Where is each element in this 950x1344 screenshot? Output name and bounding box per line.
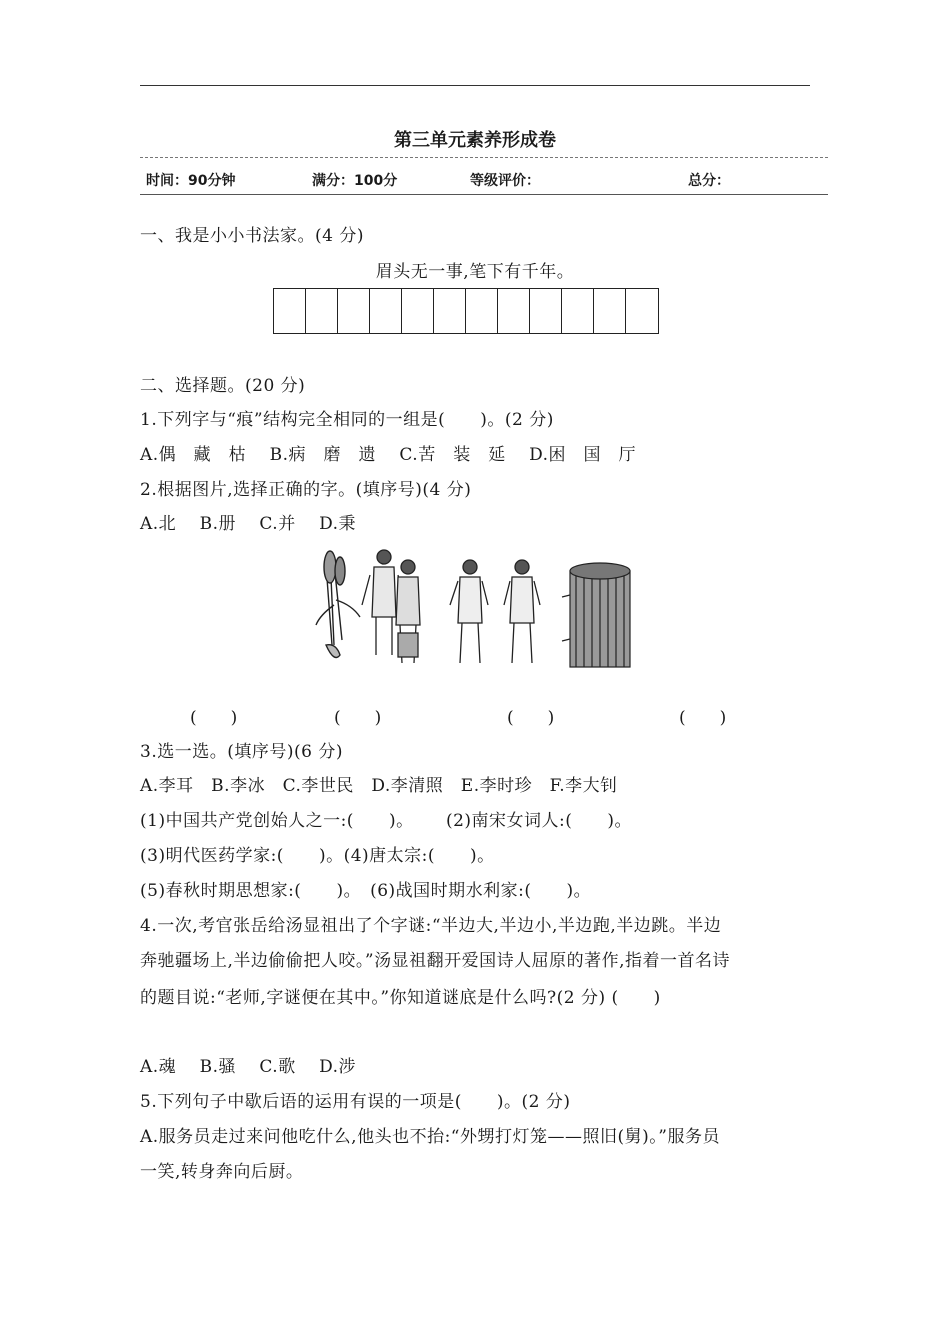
q5-option-a-line-1: A.服务员走过来问他吃什么,他头也不抬:“外甥打灯笼——照旧(舅)。”服务员 [140,1127,720,1147]
q1-options: A.偶 藏 枯 B.病 磨 遗 C.苦 装 延 D.困 国 厅 [140,445,637,465]
bamboo-slips-icon [562,563,630,667]
q4-line-2: 奔驰疆场上,半边偷偷把人咬。”汤显祖翻开爱国诗人屈原的著作,指着一首名诗 [140,951,730,971]
grid-cell[interactable] [370,289,402,333]
exam-info-row [140,170,828,190]
q4-options: A.魂 B.骚 C.歌 D.涉 [140,1057,357,1077]
full-score-label: 满分：100分 [312,173,398,189]
q2-options: A.北 B.册 C.并 D.秉 [140,514,357,534]
writing-grid[interactable] [273,288,659,334]
q3-row-1: (1)中国共产党创始人之一:( )。 (2)南宋女词人:( )。 [140,811,633,831]
q5-stem: 5.下列句子中歇后语的运用有误的一项是( )。(2 分) [140,1092,571,1112]
grid-cell[interactable] [530,289,562,333]
grid-cell[interactable] [626,289,658,333]
q3-row-2: (3)明代医药学家:( )。(4)唐太宗:( )。 [140,846,495,866]
q1-stem: 1.下列字与“痕”结构完全相同的一组是( )。(2 分) [140,410,554,430]
solid-divider [140,194,828,195]
total-label: 总分： [688,173,730,189]
q3-row-3: (5)春秋时期思想家:( )。 (6)战国时期水利家:( )。 [140,881,592,901]
q5-option-a-line-2: 一笑,转身奔向后厨。 [140,1162,304,1182]
top-rule [140,85,810,86]
standing-figures-icon [450,560,540,663]
q4-line-1: 4.一次,考官张岳给汤显祖出了个字谜:“半边大,半边小,半边跑,半边跳。半边 [140,916,722,936]
q3-stem: 3.选一选。(填序号)(6 分) [140,742,343,762]
page-title: 第三单元素养形成卷 [394,130,556,151]
q2-stem: 2.根据图片,选择正确的字。(填序号)(4 分) [140,480,472,500]
dashed-divider [140,157,828,158]
q2-blank-3[interactable]: ( ) [507,708,555,728]
grade-label: 等级评价： [470,173,540,189]
grid-cell[interactable] [274,289,306,333]
section1-heading: 一、我是小小书法家。(4 分) [140,226,364,246]
time-label: 时间：90分钟 [146,173,236,189]
q2-blank-1[interactable]: ( ) [190,708,238,728]
two-figures-icon [362,550,420,663]
q4-line-3: 的题目说:“老师,字谜便在其中。”你知道谜底是什么吗?(2 分) ( ) [140,988,661,1008]
grid-cell[interactable] [338,289,370,333]
q2-illustration [312,545,636,671]
calligraphy-phrase: 眉头无一事,笔下有千年。 [375,262,575,282]
wheat-stalk-icon [316,551,360,657]
grid-cell[interactable] [498,289,530,333]
q2-blank-2[interactable]: ( ) [334,708,382,728]
grid-cell[interactable] [434,289,466,333]
grid-cell[interactable] [402,289,434,333]
grid-cell[interactable] [466,289,498,333]
grid-cell[interactable] [594,289,626,333]
q2-blank-4[interactable]: ( ) [679,708,727,728]
section2-heading: 二、选择题。(20 分) [140,376,306,396]
grid-cell[interactable] [562,289,594,333]
q3-options: A.李耳 B.李冰 C.李世民 D.李清照 E.李时珍 F.李大钊 [140,776,618,796]
grid-cell[interactable] [306,289,338,333]
